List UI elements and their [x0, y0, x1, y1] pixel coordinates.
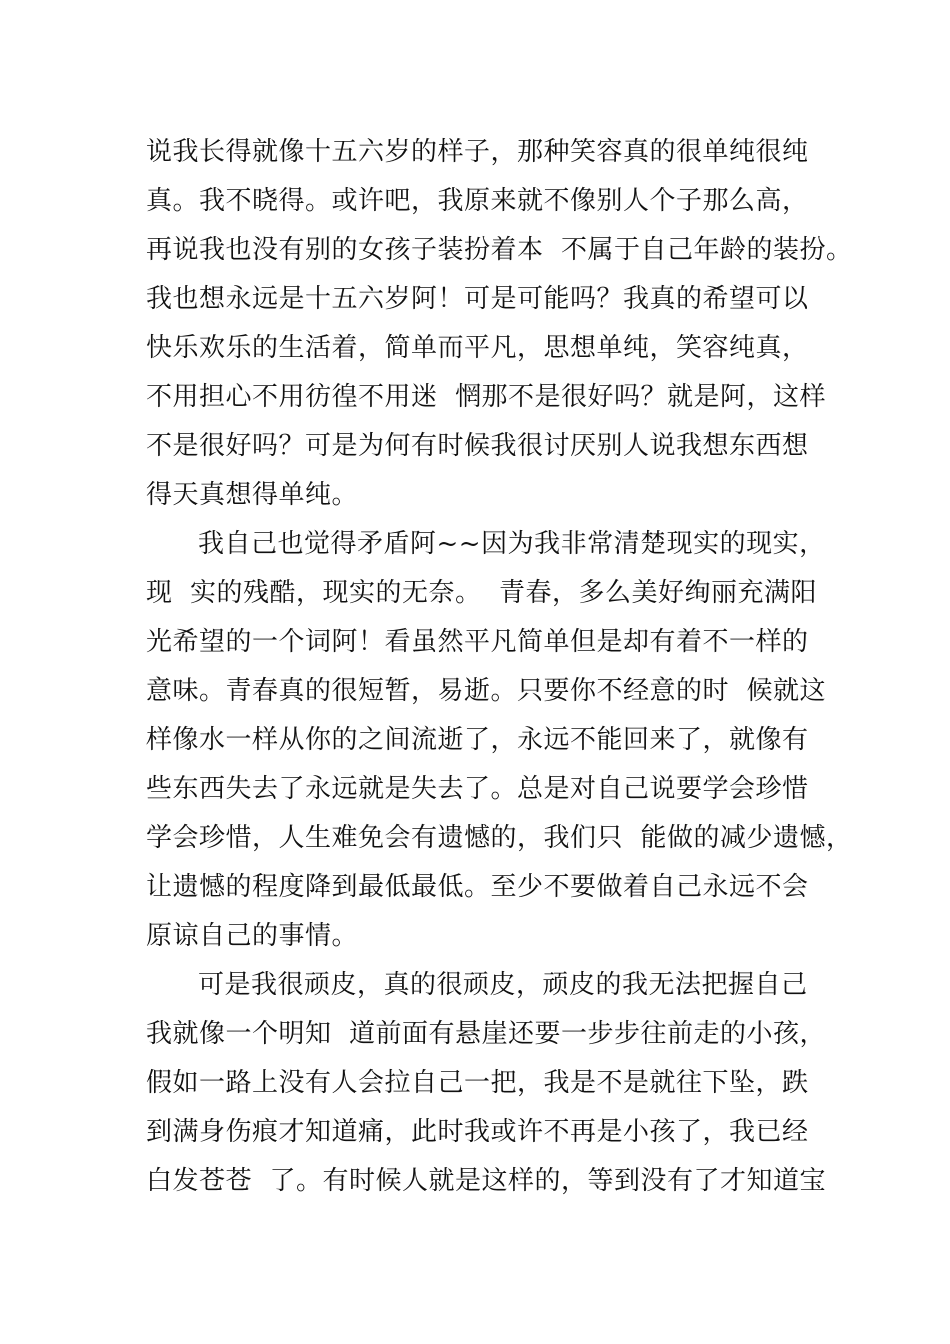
text-line: 我也想永远是十五六岁阿！可是可能吗？我真的希望可以 [146, 284, 809, 314]
text-line: 假如一路上没有人会拉自己一把，我是不是就往下坠，跌 [146, 1068, 809, 1098]
text-line: 些东西失去了永远就是失去了。总是对自己说要学会珍惜 [146, 774, 809, 804]
text-line: 现 实的残酷，现实的无奈。 青春，多么美好绚丽充满阳 [146, 578, 818, 608]
text-line: 快乐欢乐的生活着，简单而平凡，思想单纯，笑容纯真， [146, 333, 809, 363]
paragraph-start-line: 我自己也觉得矛盾阿~~因为我非常清楚现实的现实， [198, 529, 826, 559]
text-line: 我就像一个明知 道前面有悬崖还要一步步往前走的小孩， [146, 1019, 827, 1049]
text-line: 得天真想得单纯。 [146, 480, 359, 510]
text-line: 光希望的一个词阿！看虽然平凡简单但是却有着不一样的 [146, 627, 809, 657]
text-line: 白发苍苍 了。有时候人就是这样的，等到没有了才知道宝 [146, 1166, 827, 1196]
text-line: 不是很好吗？可是为何有时候我很讨厌别人说我想东西想 [146, 431, 809, 461]
body-text [146, 128, 853, 1206]
text-line: 让遗憾的程度降到最低最低。至少不要做着自己永远不会 [146, 872, 809, 902]
text-line: 原谅自己的事情。 [146, 921, 359, 951]
paragraph-start-line: 可是我很顽皮，真的很顽皮，顽皮的我无法把握自己 [198, 970, 808, 1000]
text-line: 真。我不晓得。或许吧，我原来就不像别人个子那么高， [146, 186, 809, 216]
text-line: 学会珍惜，人生难免会有遗憾的，我们只 能做的减少遗憾， [146, 823, 853, 853]
text-line: 不用担心不用彷徨不用迷 惘那不是很好吗？就是阿，这样 [146, 382, 827, 412]
text-line: 说我长得就像十五六岁的样子，那种笑容真的很单纯很纯 [146, 137, 809, 167]
text-line: 意味。青春真的很短暂，易逝。只要你不经意的时 候就这 [146, 676, 827, 706]
text-line: 样像水一样从你的之间流逝了，永远不能回来了，就像有 [146, 725, 809, 755]
text-line: 再说我也没有别的女孩子装扮着本 不属于自己年龄的装扮。 [146, 235, 853, 265]
text-line: 到满身伤痕才知道痛，此时我或许不再是小孩了，我已经 [146, 1117, 809, 1147]
